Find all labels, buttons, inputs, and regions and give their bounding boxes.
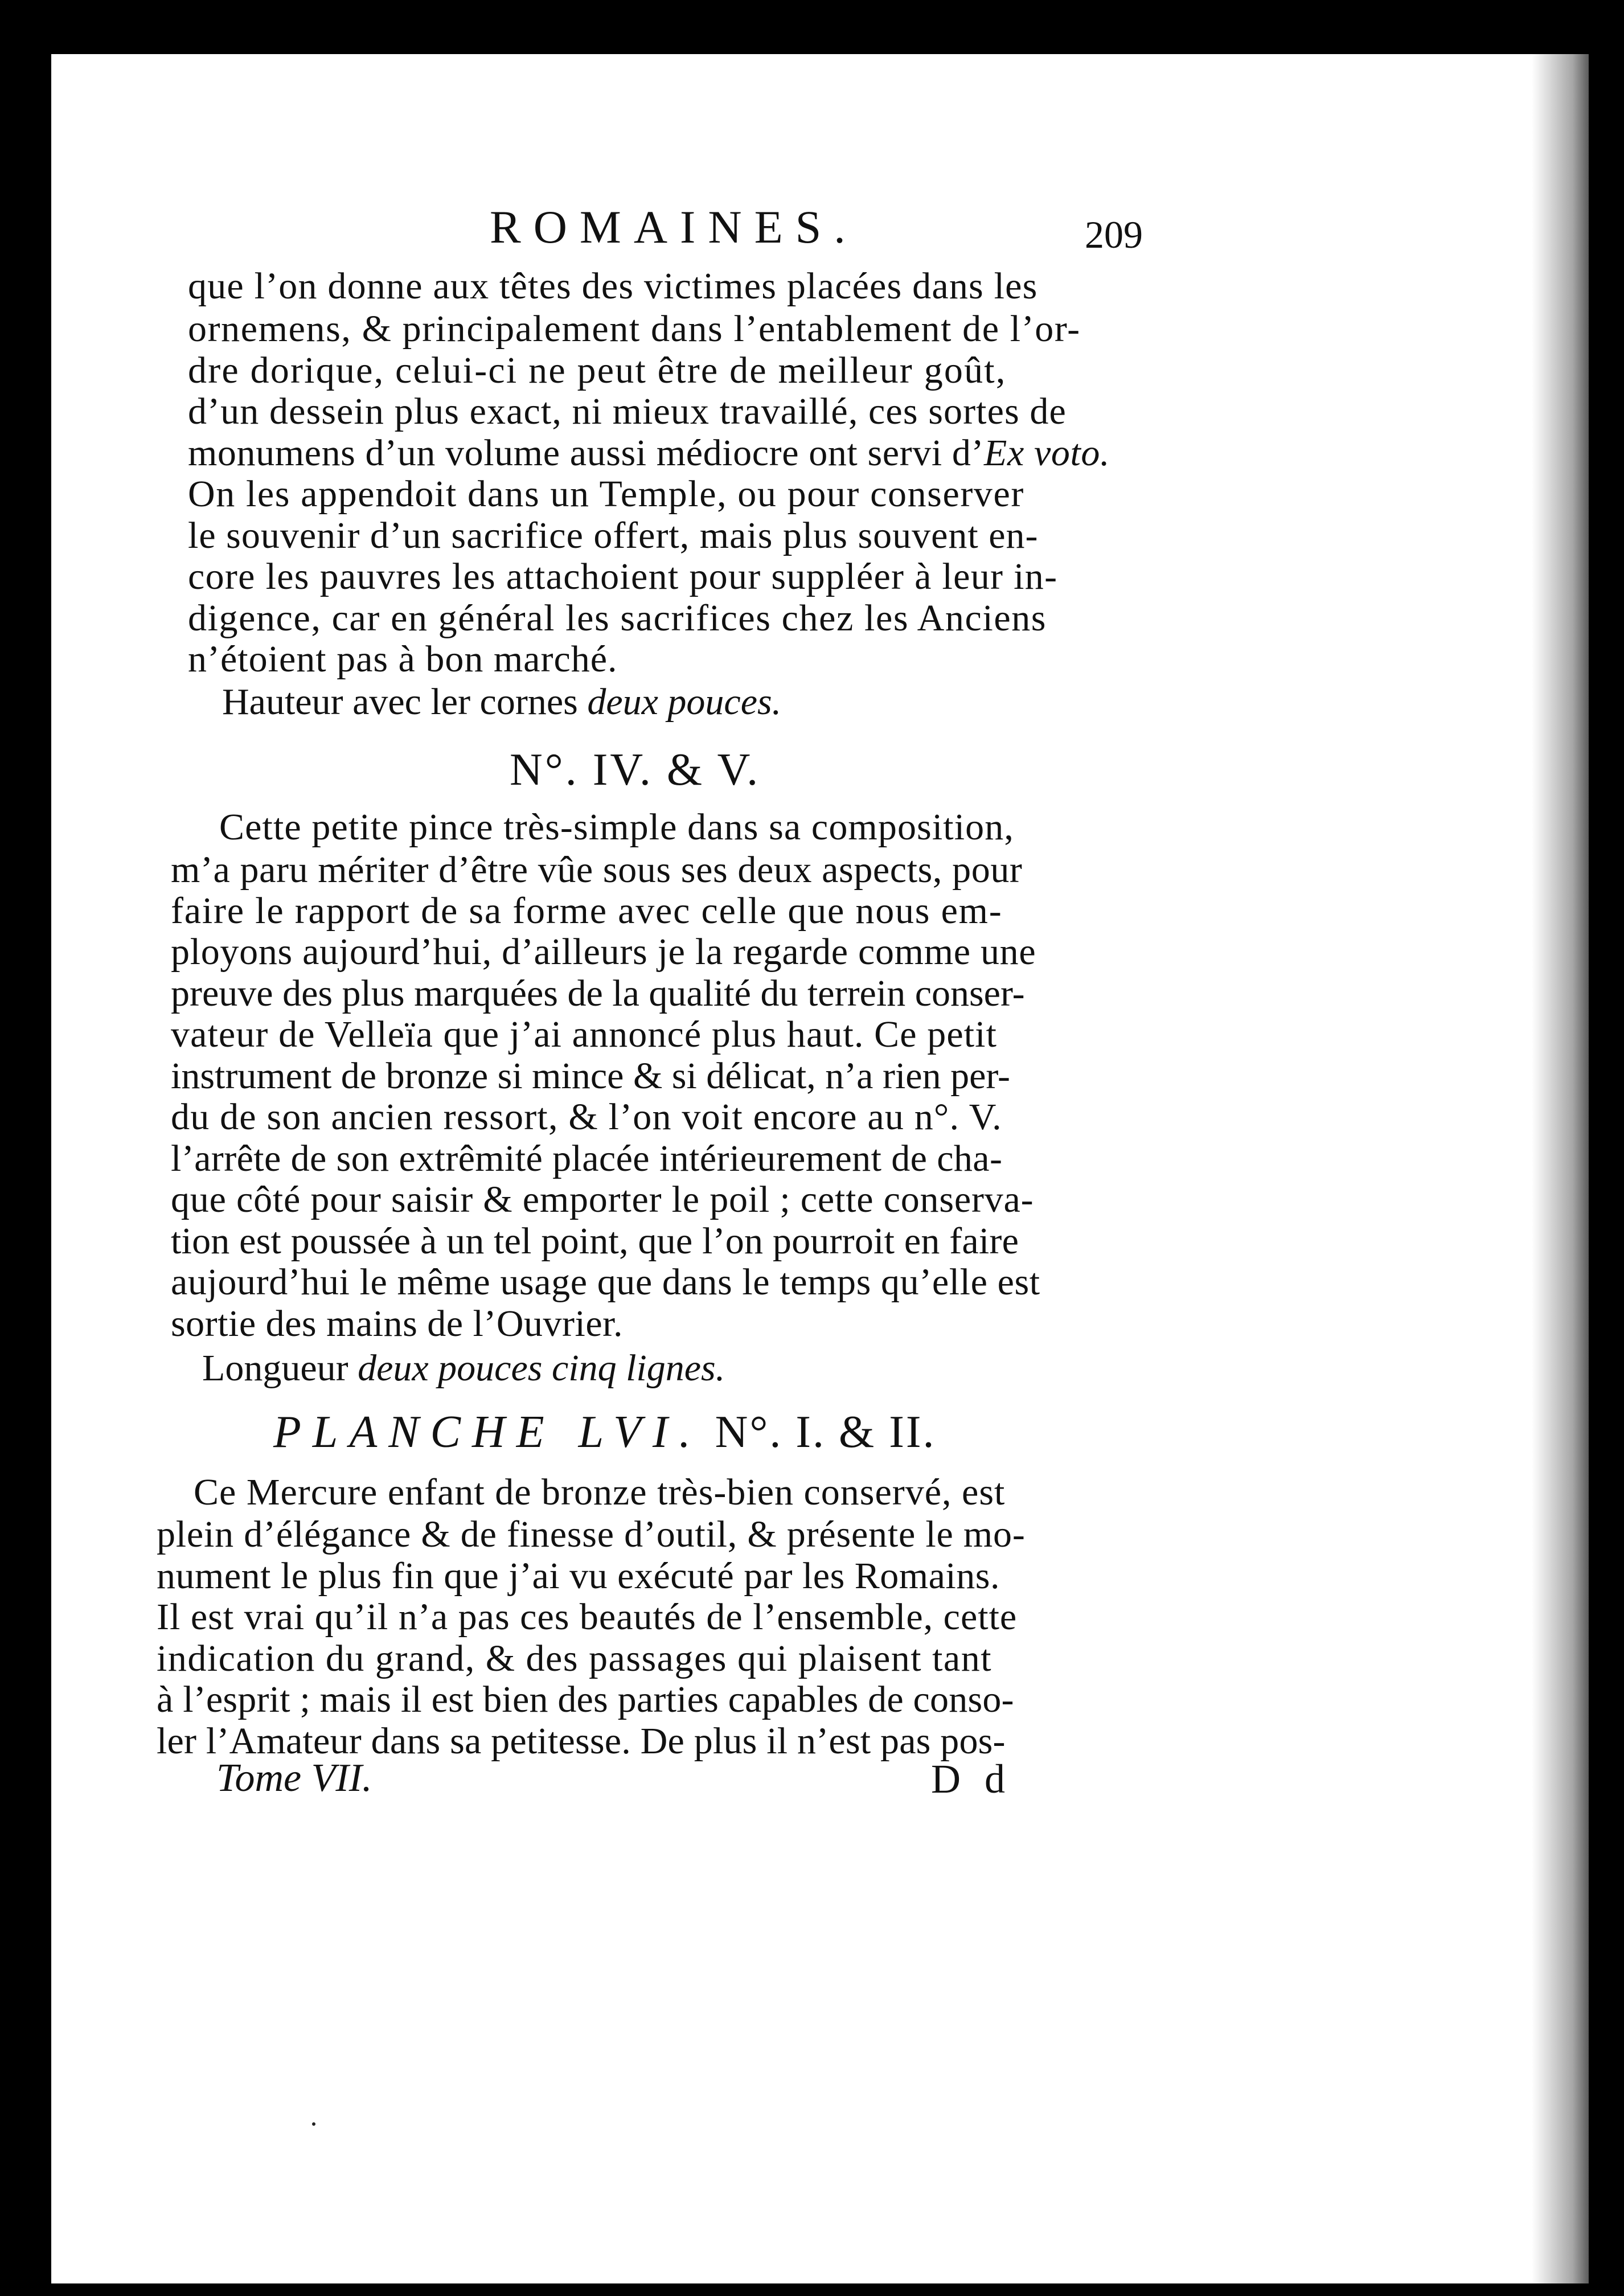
text-line: ornemens, & principalement dans l’entablement de l’or- [188, 308, 1081, 350]
text-line: digence, car en général les sacrifices chez les Anciens [188, 597, 1047, 639]
text-line: dre dorique, celui-ci ne peut être de meilleur goût, [188, 350, 1007, 391]
text-line: à l’esprit ; mais il est bien des parties capables de conso- [157, 1679, 1014, 1720]
text-line: indication du grand, & des passages qui plaisent tant [157, 1638, 993, 1679]
volume-label: Tome VII. [216, 1756, 372, 1800]
text-line: core les pauvres les attachoient pour suppléer à leur in- [188, 556, 1058, 597]
text-line: aujourd’hui le même usage que dans le temps qu’elle est [171, 1261, 1040, 1303]
signature-mark: D d [931, 1756, 1012, 1802]
text-line: du de son ancien ressort, & l’on voit encore au n°. V. [171, 1096, 1002, 1138]
text-line: preuve des plus marquées de la qualité du terrein conser- [171, 973, 1025, 1014]
measure-value: deux pouces cinq lignes. [358, 1347, 725, 1389]
text-line: ployons aujourd’hui, d’ailleurs je la regarde comme une [171, 931, 1036, 973]
plate-title: PLANCHE LVI. [273, 1407, 702, 1457]
text-line: d’un dessein plus exact, ni mieux travaillé, ces sortes de [188, 391, 1067, 432]
text-line: Ce Mercure enfant de bronze très-bien conservé, est [194, 1471, 1006, 1513]
measure-value: deux pouces. [587, 681, 782, 723]
text-line: vateur de Velleïa que j’ai annoncé plus haut. Ce petit [171, 1014, 998, 1055]
text-line: l’arrête de son extrêmité placée intérieurement de cha- [171, 1138, 1003, 1179]
plate-numbers: N°. I. & II. [702, 1407, 936, 1457]
text-line: le souvenir d’un sacrifice offert, mais plus souvent en- [188, 515, 1039, 556]
page-number: 209 [1085, 213, 1143, 256]
measure-label: Hauteur avec ler cornes [222, 681, 578, 723]
text-line: plein d’élégance & de finesse d’outil, & présente le mo- [157, 1514, 1026, 1555]
measurement-line [202, 1347, 725, 1389]
text-line: faire le rapport de sa forme avec celle que nous em- [171, 890, 1003, 932]
text-line: tion est poussée à un tel point, que l’on pourroit en faire [171, 1220, 1019, 1262]
text-line: nument le plus fin que j’ai vu exécuté par les Romains. [157, 1555, 1000, 1597]
text-line: sortie des mains de l’Ouvrier. [171, 1303, 623, 1344]
text-line: Cette petite pince très-simple dans sa composition, [219, 806, 1014, 848]
section-heading: N°. IV. & V. [510, 745, 761, 795]
text-line: m’a paru mériter d’être vûe sous ses deux aspects, pour [171, 849, 1023, 891]
text-line: ler l’Amateur dans sa petitesse. De plus il n’est pas pos- [157, 1720, 1006, 1762]
text-line: que l’on donne aux têtes des victimes placées dans les [188, 265, 1038, 307]
text-line: n’étoient pas à bon marché. [188, 638, 618, 680]
plate-heading [273, 1409, 936, 1455]
text-line: On les appendoit dans un Temple, ou pour conserver [188, 473, 1024, 515]
ex-voto-italic: Ex voto. [984, 432, 1110, 474]
measurement-line [222, 683, 781, 721]
ink-speck [312, 2122, 315, 2126]
text-line: que côté pour saisir & emporter le poil ; cette conserva- [171, 1179, 1034, 1220]
running-head: ROMAINES. [490, 201, 858, 253]
measure-label: Longueur [202, 1347, 348, 1389]
text-line: instrument de bronze si mince & si délicat, n’a rien per- [171, 1055, 1011, 1097]
text-line [188, 434, 1110, 472]
text-fragment: monumens d’un volume aussi médiocre ont servi d’ [188, 432, 985, 474]
text-line: Il est vrai qu’il n’a pas ces beautés de l’ensemble, cette [157, 1596, 1018, 1638]
